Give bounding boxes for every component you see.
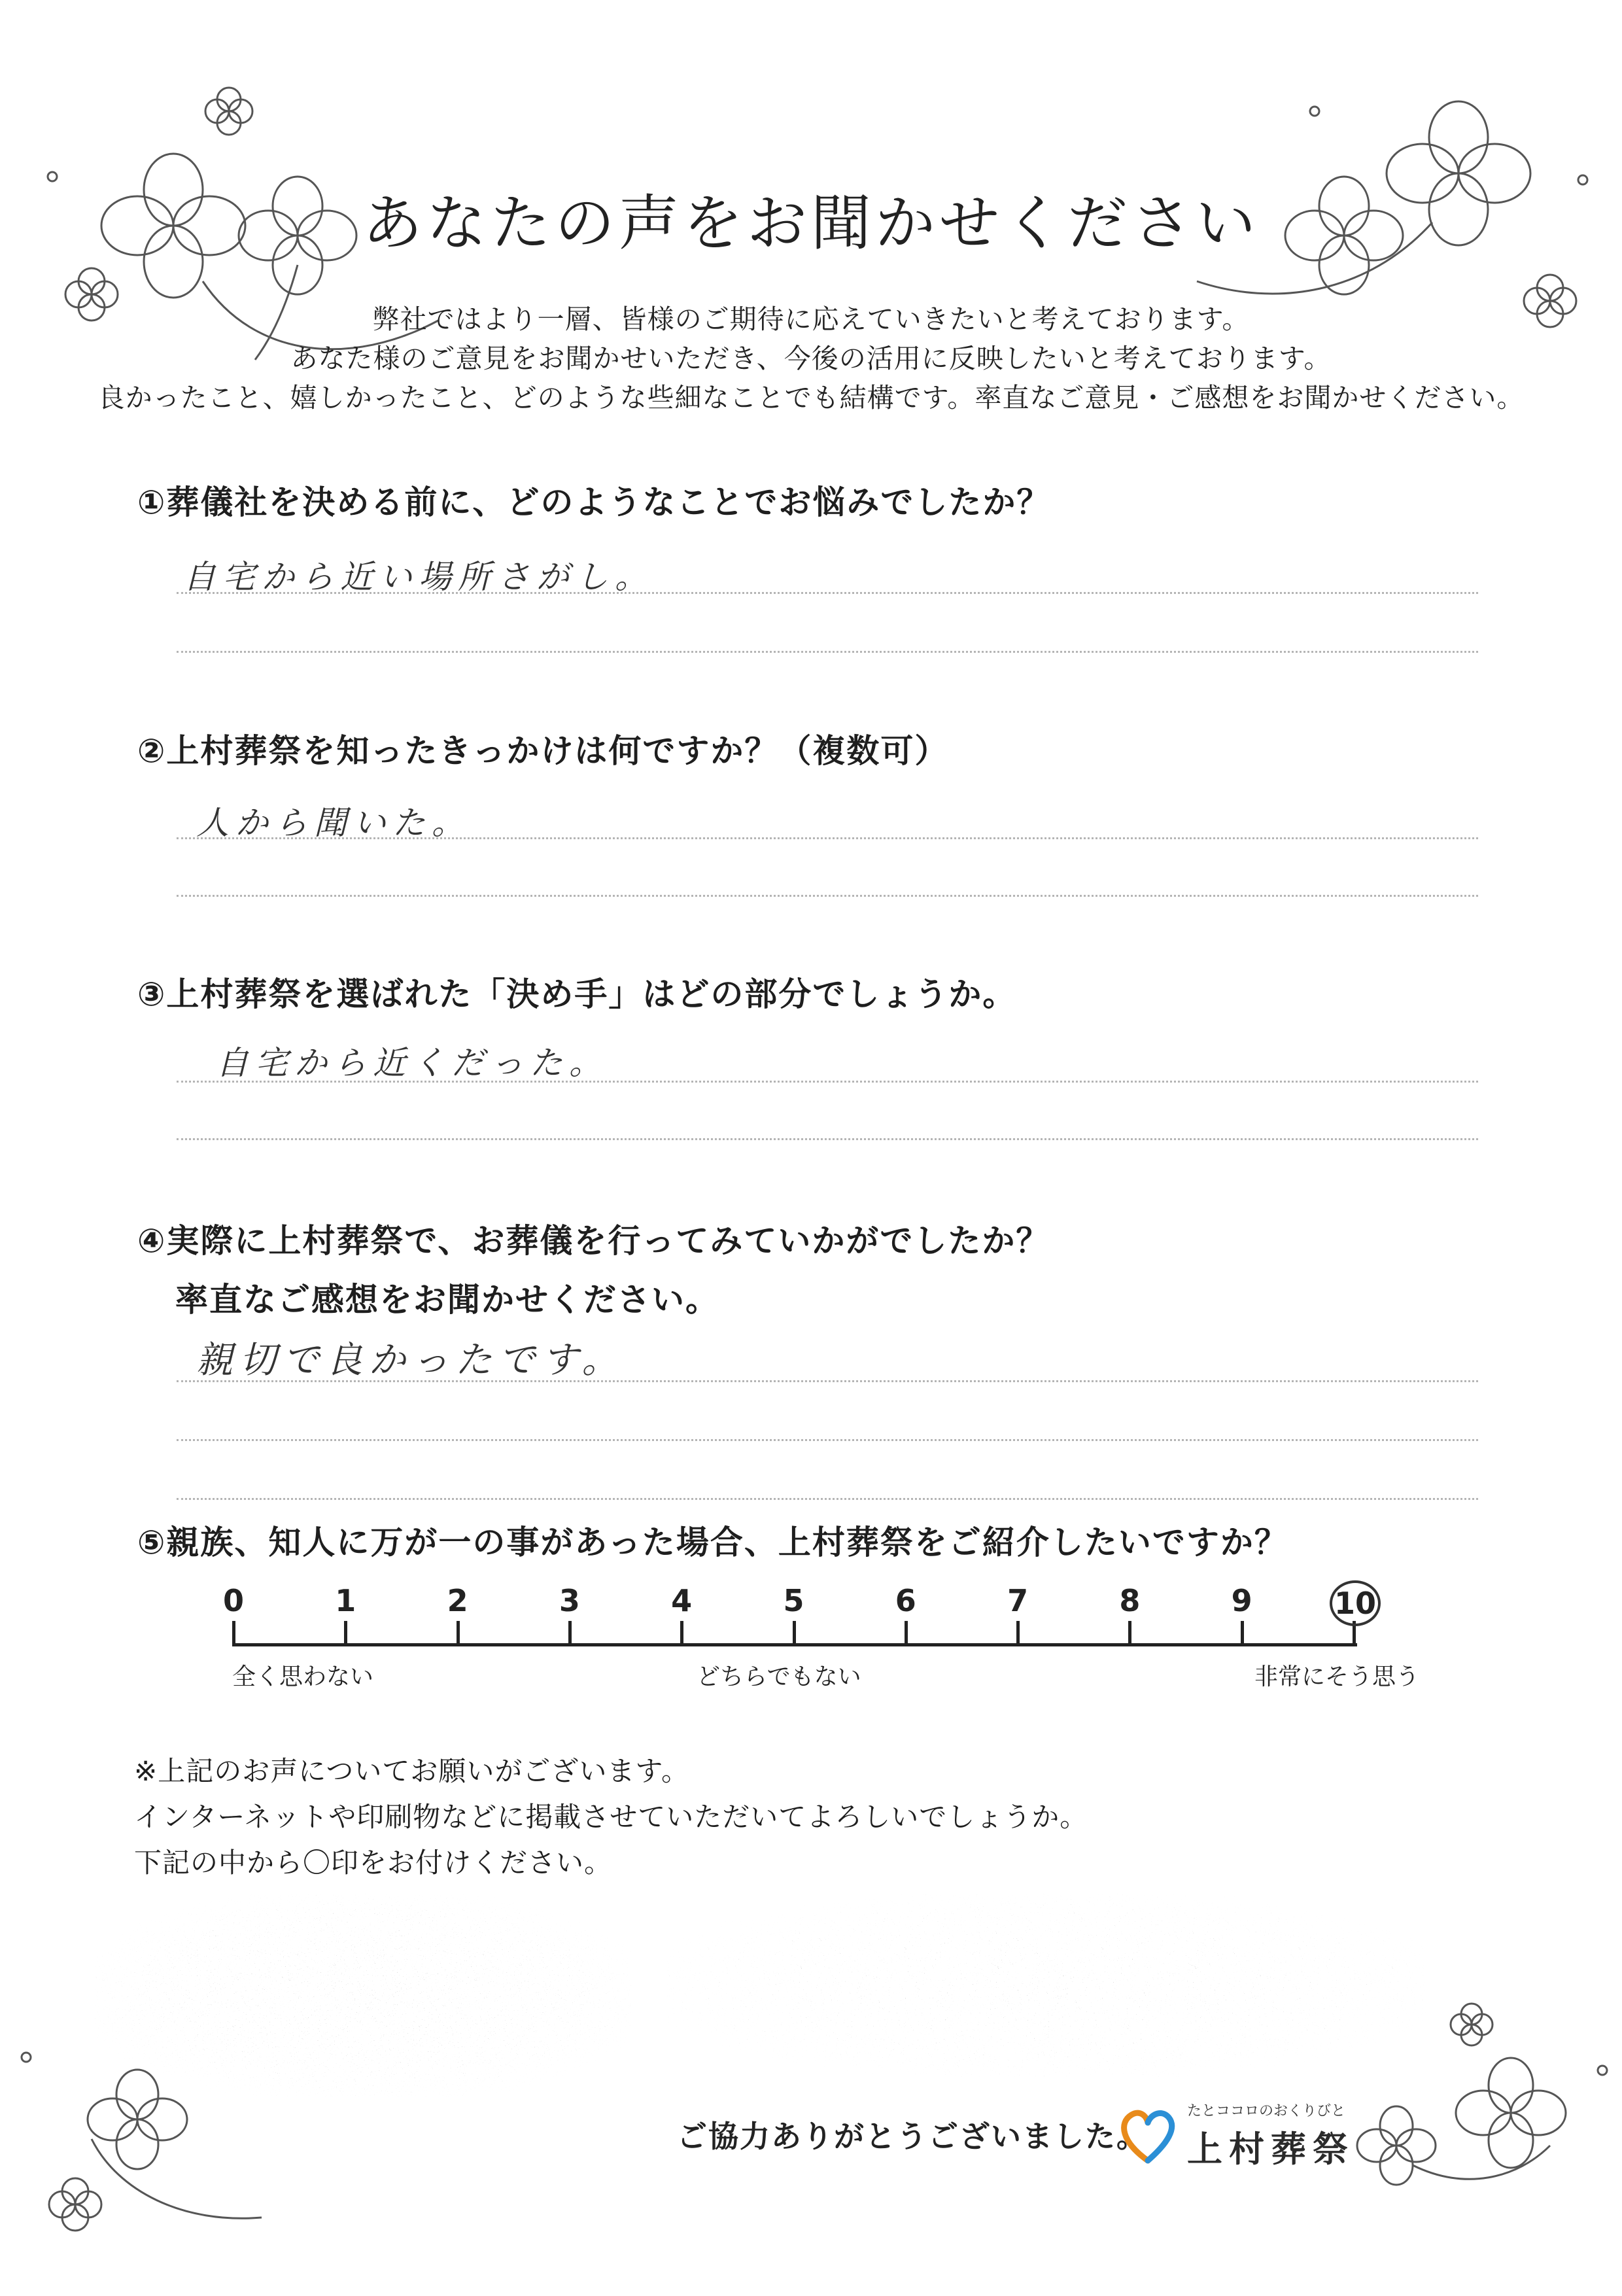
answer-1: 自宅から近い場所さがし。 [183, 558, 654, 596]
scale-tick [905, 1621, 908, 1646]
answer-2: 人から聞いた。 [196, 804, 471, 842]
scale-value[interactable]: 2 [447, 1583, 468, 1618]
scale-value-selected[interactable]: 10 [1330, 1580, 1381, 1626]
answer-rule [177, 592, 1478, 594]
answer-rule [177, 1138, 1478, 1140]
brand-name: 上村葬祭 [1187, 2129, 1355, 2170]
question-2: ②上村葬祭を知ったきっかけは何ですか？（複数可） [137, 732, 949, 770]
scale-tick [1128, 1621, 1131, 1646]
scale-value[interactable]: 8 [1119, 1583, 1141, 1618]
scale-value[interactable]: 1 [335, 1583, 356, 1618]
answer-4: 親切で良かったです。 [196, 1339, 625, 1382]
scale-high-label: 非常にそう思う [1254, 1663, 1420, 1690]
answer-rule [177, 1439, 1478, 1441]
scale-tick [232, 1621, 235, 1646]
scale-tick [680, 1621, 683, 1646]
intro-line-3: 良かったこと、嬉しかったこと、どのような些細なことでも結構です。率直なご意見・ご感想をお聞かせください。 [97, 382, 1525, 413]
question-4-line-2: 率直なご感想をお聞かせください。 [175, 1281, 719, 1319]
page-title: あなたの声をお聞かせください [362, 188, 1260, 258]
scale-tick [1016, 1621, 1020, 1646]
scale-tick [457, 1621, 460, 1646]
scale-value[interactable]: 7 [1007, 1583, 1029, 1618]
answer-rule [177, 651, 1478, 653]
scale-tick [1241, 1621, 1244, 1646]
answer-rule [177, 837, 1478, 839]
question-4: ④実際に上村葬祭で、お葬儀を行ってみていかがでしたか？ [137, 1222, 1050, 1260]
note-line-1: ※上記のお声についてお願いがございます。 [134, 1755, 689, 1787]
question-3: ③上村葬祭を選ばれた「決め手」はどの部分でしょうか。 [137, 975, 1017, 1013]
note-line-3: 下記の中から〇印をお付けください。 [134, 1847, 613, 1879]
note-line-2: インターネットや印刷物などに掲載させていただいてよろしいでしょうか。 [134, 1801, 1088, 1833]
answer-rule [177, 1081, 1478, 1083]
heart-logo-icon [1115, 2103, 1181, 2168]
thanks-message: ご協力ありがとうございました。 [677, 2119, 1148, 2154]
answer-rule [177, 1498, 1478, 1500]
scale-tick [568, 1621, 572, 1646]
scale-tick [793, 1621, 796, 1646]
answer-rule [177, 1380, 1478, 1382]
intro-line-1: 弊社ではより一層、皆様のご期待に応えていきたいと考えております。 [372, 304, 1250, 335]
scale-value[interactable]: 3 [559, 1583, 580, 1618]
redacted-area-left [95, 1894, 631, 2096]
scale-mid-label: どちらでもない [697, 1663, 861, 1690]
scale-value[interactable]: 6 [895, 1583, 916, 1618]
scale-value[interactable]: 4 [671, 1583, 693, 1618]
answer-3: 自宅から近くだった。 [216, 1044, 608, 1082]
redacted-area-right [667, 1894, 1426, 2077]
scale-value[interactable]: 5 [783, 1583, 804, 1618]
intro-line-2: あなた様のご意見をお聞かせいただき、今後の活用に反映したいと考えております。 [290, 343, 1332, 374]
answer-rule [177, 895, 1478, 897]
question-1: ①葬儀社を決める前に、どのようなことでお悩みでしたか？ [137, 483, 1051, 521]
scale-value[interactable]: 9 [1231, 1583, 1252, 1618]
scale-low-label: 全く思わない [232, 1663, 374, 1690]
scale-tick [344, 1621, 347, 1646]
question-5: ⑤親族、知人に万が一の事があった場合、上村葬祭をご紹介したいですか？ [137, 1523, 1288, 1561]
scale-value[interactable]: 0 [222, 1583, 244, 1618]
brand-tagline: たとココロのおくりびと [1187, 2103, 1346, 2119]
